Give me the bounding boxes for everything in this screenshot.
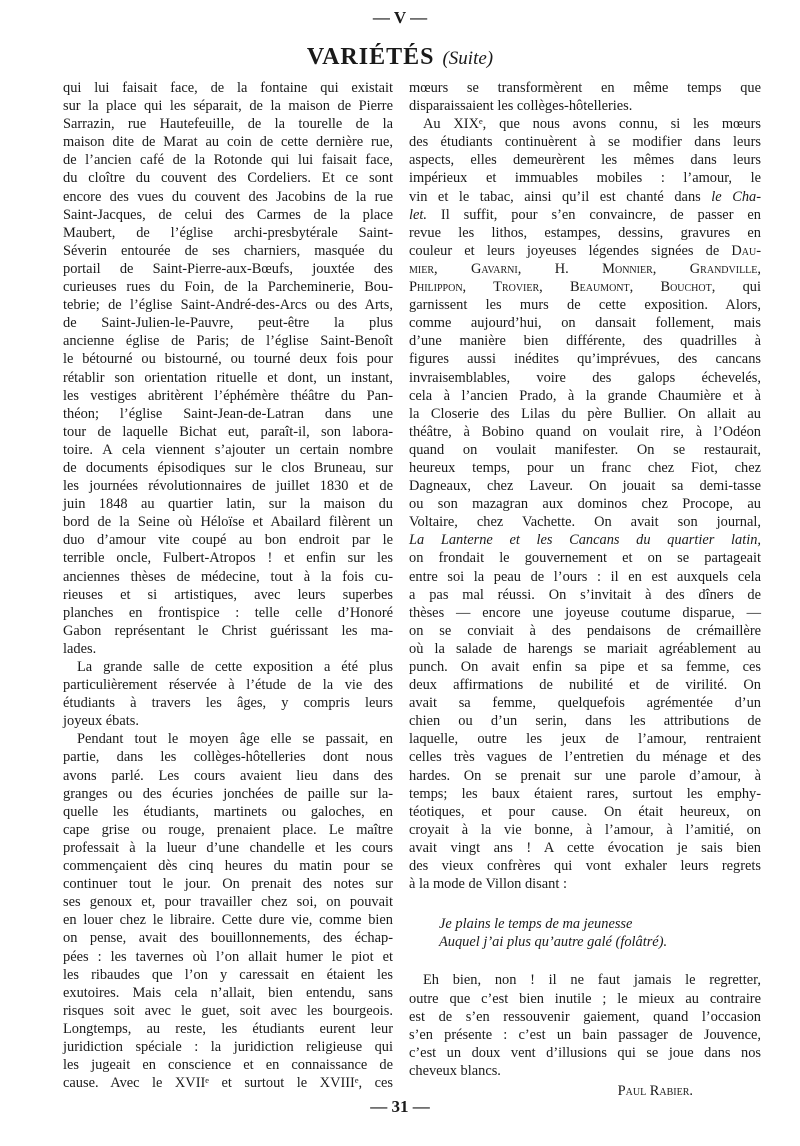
text-line: garnissent les murs de cette exposition. Alors, [409, 297, 761, 314]
text-line: à la mode de Villon disant : [409, 876, 567, 893]
text-line: chien ou d’un serin, dans les attributions de [409, 713, 761, 730]
text-line: mœurs se transformèrent en même temps que [409, 80, 761, 96]
title-subtitle: (Suite) [442, 48, 494, 69]
text-line [409, 242, 761, 260]
text-segment: Il suffit, pour s’en convaincre, de passer en [426, 206, 761, 223]
section-marker: — V — [372, 8, 428, 27]
text-line: duo d’amour vite coupé au bon endroit par le [63, 532, 393, 549]
page-number: — 31 — [370, 1097, 430, 1116]
poem-line: Auquel j’ai plus qu’autre galé (folâtré). [439, 934, 668, 951]
left-column [63, 79, 393, 1092]
text-line: Dagneaux, chez Laveur. On jouait sa demi-tasse [409, 478, 761, 495]
text-line: théon; l’église Saint-Jean-de-Latran dans une [63, 405, 393, 422]
text-line: joyeux ébats. [63, 713, 139, 730]
text-line: c’est un doux vent d’illusions qui se joue dans nos [409, 1044, 761, 1061]
text-line: des étudiants continuèrent à se modifier dans leurs [409, 134, 761, 151]
text-line: la Closerie des Lilas du père Bullier. On allait au [409, 405, 761, 422]
text-line: où la salade de harengs se mariait agréablement au [409, 640, 761, 657]
text-line: cause. Avec le XVIIᵉ et surtout le XVIIIᵉ, ces [63, 1075, 393, 1092]
text-line [409, 206, 761, 224]
text-line: ou son mazagran aux dominos chez Procope, au [409, 496, 761, 513]
text-line: curieuses rues du Foin, de la Parcheminerie, Bou- [63, 279, 393, 296]
text-line: bord de la Seine où Héloïse et Abailard filèrent un [63, 514, 393, 531]
text-line: La grande salle de cette exposition a été plus [77, 659, 393, 675]
text-segment: qui [715, 279, 761, 296]
text-line: revue les lithos, estampes, dessins, gravures en [409, 224, 761, 241]
text-line: cheveux blancs. [409, 1062, 501, 1079]
text-line: d’une manière bien différente, des quadrilles à [409, 333, 761, 350]
text-line: hardes. On se prenait sur une parole d’amour, à [409, 767, 761, 784]
text-line: de l’ancien café de la Rotonde qui lui faisait face, [63, 152, 393, 169]
text-line: Pendant tout le moyen âge elle se passait, en [77, 731, 393, 748]
text-line: aspects, elles demeurèrent les mêmes dans leurs [409, 152, 761, 169]
text-line: croyait à la vie bonne, à l’amour, à l’amitié, on [409, 821, 761, 838]
text-line: avait vingt ans ! A cette évocation je sais bien [409, 839, 761, 856]
text-line: on frondait le gouvernement et on se partageait [409, 550, 761, 567]
text-line: professait à la lueur d’une chandelle et les cours [63, 839, 393, 856]
paragraph [409, 79, 761, 115]
text-line: particulièrement réservée à l’étude de la vie des [63, 677, 393, 694]
text-line: comme aujourd’hui, on dansait follement, mais [409, 315, 761, 332]
text-line: deux affirmations de nubilité et de virilité. On [409, 677, 761, 694]
text-line: figures aussi inédites qu’imprévues, des cancans [409, 351, 761, 368]
paragraph [409, 971, 761, 1080]
text-line: quand on voulait manifester. On se restaurait, [409, 441, 761, 458]
title-text: VARIÉTÉS [306, 44, 435, 70]
text-line: des vieux confrères qui vont exhaler leurs regrets [409, 858, 761, 875]
text-line: celles très vagues de l’entretien du ménage et des [409, 749, 761, 766]
italic-text: le Cha- [711, 188, 762, 205]
text-line: planches en frontispice : telle celle d’Honoré [63, 604, 393, 621]
text-line: continuer tout le jour. On prenait des notes sur [63, 876, 393, 893]
text-line: juin 1848 au quartier latin, sur la maison du [63, 496, 393, 513]
text-line: heureux temps, pour un franc chez Fiot, chez [409, 459, 761, 476]
text-line: Gabon représentant le Christ guérissant les ma- [63, 622, 393, 639]
text-line: disparaissaient les collèges-hôtelleries. [409, 98, 633, 115]
text-line: est de s’en ressouvenir gaiement, quand l’occasion [409, 1008, 761, 1025]
right-column [409, 79, 761, 1100]
text-line: téotiques, et pour cause. On était heureux, on [409, 803, 761, 820]
text-line: impérieux et immuables mobiles : l’amour, le [409, 170, 761, 187]
text-line: exutoires. Mais cela n’allait, bien entendu, sans [63, 984, 393, 1001]
text-line: quelle les étudiants, martinets ou galoches, en [63, 803, 393, 820]
text-line: cela à l’ancien Prado, à la grande Chaumière et à [409, 387, 761, 404]
paragraph [63, 730, 393, 1092]
text-line: s’en présente : c’est un bain passager de Jouvence, [409, 1026, 761, 1043]
text-line: les vestiges abritèrent l’éphémère théâtre du Pan- [63, 387, 393, 404]
text-line: Longtemps, au reste, les étudiants eurent leur [63, 1020, 393, 1037]
text-line: cape grise ou rouge, prenaient place. Le maître [63, 821, 393, 838]
italic-text: let. [409, 206, 427, 223]
text-line: sur la place qui les séparait, de la maison de Pierre [63, 98, 393, 115]
author-signature: Paul Rabier. [617, 1082, 693, 1099]
text-line: tour de laquelle Bichat eut, paraît-il, son labora- [63, 423, 393, 440]
small-caps-name: mier, Gavarni, H. Monnier, Grandville, [409, 260, 761, 277]
text-line [409, 278, 761, 296]
text-line: théâtre, à Bobino quand on voulait rire, à l’Odéon [409, 423, 761, 440]
paragraph [409, 115, 761, 893]
italic-text: La Lanterne et les Cancans du quartier latin, [409, 532, 761, 549]
text-segment: couleur et leurs joyeuses légendes signées de [409, 242, 732, 259]
poem-quote [409, 915, 761, 951]
text-line: a pas mal réussi. On s’invitait à des dîners de [409, 586, 761, 603]
text-line: ancienne église de Paris; de l’église Saint-Benoît [63, 333, 393, 350]
text-line: avons parlé. Les cours avaient lieu dans des [63, 767, 393, 784]
text-line: encore des vues du couvent des Jacobins de la rue [63, 188, 393, 205]
text-line: en louer chez le libraire. Cette dure vie, comme bien [63, 912, 393, 929]
text-line: ses genoux et, pour travailler chez soi, on pouvait [63, 894, 393, 911]
text-line: temps; les baux étaient rares, surtout les emphy- [409, 785, 761, 802]
text-line: laquelle, outre les jeux de l’amour, rentraient [409, 731, 761, 748]
paragraph [63, 79, 393, 658]
text-line: thèses — encore une joyeuse coutume disparue, — [409, 604, 761, 621]
text-line: Voltaire, chez Vachette. On avait son journal, [409, 514, 761, 531]
small-caps-name: Dau- [731, 242, 761, 259]
text-line: terrible oncle, Fulbert-Atropos ! et enfin sur les [63, 550, 393, 567]
text-line: les jugeait en conscience et en connaissance de [63, 1057, 393, 1074]
text-line: juridiction spéciale : la juridiction religieuse qui [63, 1038, 393, 1055]
text-line: punch. On avait enfin sa pipe et sa femme, ces [409, 659, 761, 675]
text-line: Eh bien, non ! il ne faut jamais le regretter, [423, 972, 761, 989]
text-line: Au XIXᵉ, que nous avons connu, si les mœurs [423, 116, 761, 133]
text-line: commençaient dès cinq heures du matin pour se [63, 858, 393, 875]
text-line: maison dite de Marat au coin de cette dernière rue, [63, 134, 393, 151]
text-line: avait sa femme, quelquefois agrémentée d’un [409, 695, 761, 712]
text-line: toire. A cela viennent s’ajouter un certain nombre [63, 441, 393, 458]
text-line: on se conviait à des pendaisons de crémaillère [409, 622, 761, 639]
small-caps-name: Philippon, Trovier, Beaumont, Bouchot, [409, 279, 716, 296]
text-line: les ribaudes que l’on y caressait en étaient les [63, 966, 393, 983]
text-line: tebrie; de l’église Saint-André-des-Arcs ou des Arts, [63, 297, 393, 314]
text-segment: vin et le tabac, ainsi qu’il est chanté dans [409, 188, 712, 205]
text-line: de Saint-Julien-le-Pauvre, peut-être la plus [63, 315, 393, 332]
text-line: on pense, avait des bouillonnements, des échap- [63, 930, 393, 947]
paragraph [63, 658, 393, 730]
text-line: de documents épisodiques sur le clos Bruneau, sur [63, 459, 393, 476]
text-line: risques soit avec le guet, soit avec les bourgeois. [63, 1002, 393, 1019]
text-line: lades. [63, 640, 97, 657]
text-line: anciennes thèses de médecine, tout à la fois cu- [63, 568, 393, 585]
text-line: portail de Saint-Pierre-aux-Bœufs, jouxtée des [63, 260, 393, 277]
text-line: invraisemblables, voire des galops échevelés, [409, 369, 761, 386]
poem-line: Je plains le temps de ma jeunesse [439, 916, 633, 933]
text-line: Saint-Jacques, de celui des Carmes de la place [63, 206, 393, 223]
text-line: les journées révolutionnaires de juillet 1830 et de [63, 478, 393, 495]
text-line: pées : les tavernes où l’on allait humer le piot et [63, 948, 393, 965]
text-line: Sarrazin, rue Hautefeuille, de la tourelle de la [63, 116, 393, 133]
text-line [409, 531, 761, 549]
text-line: étudiants à travers les âges, y compris leurs [63, 695, 393, 712]
text-line: partie, dans les collèges-hôtelleries dont nous [63, 749, 393, 766]
text-line: entre soi la peau de l’ours : il en est auxquels cela [409, 568, 761, 585]
text-line [409, 188, 761, 206]
text-line: du cloître du couvent des Cordeliers. Et ce sont [63, 170, 393, 187]
text-line: Séverin entourée de ses charniers, masquée du [63, 242, 393, 259]
text-line: qui lui faisait face, de la fontaine qui existait [63, 80, 393, 96]
text-line [409, 260, 761, 278]
text-line: le bétourné ou bistourné, ou tourné deux fois pour [63, 351, 393, 368]
text-line: rieuses et si artistiques, avec leurs superbes [63, 586, 393, 603]
text-line: granges ou des écuries jonchées de paille sur la- [63, 785, 393, 802]
text-line: rétablir son orientation rituelle et dont, un instant, [63, 369, 393, 386]
page-title [0, 44, 800, 71]
text-line: Maubert, de l’église archi-presbytérale Saint- [63, 224, 393, 241]
text-line: outre que c’est bien inutile ; le mieux au contraire [409, 990, 761, 1007]
